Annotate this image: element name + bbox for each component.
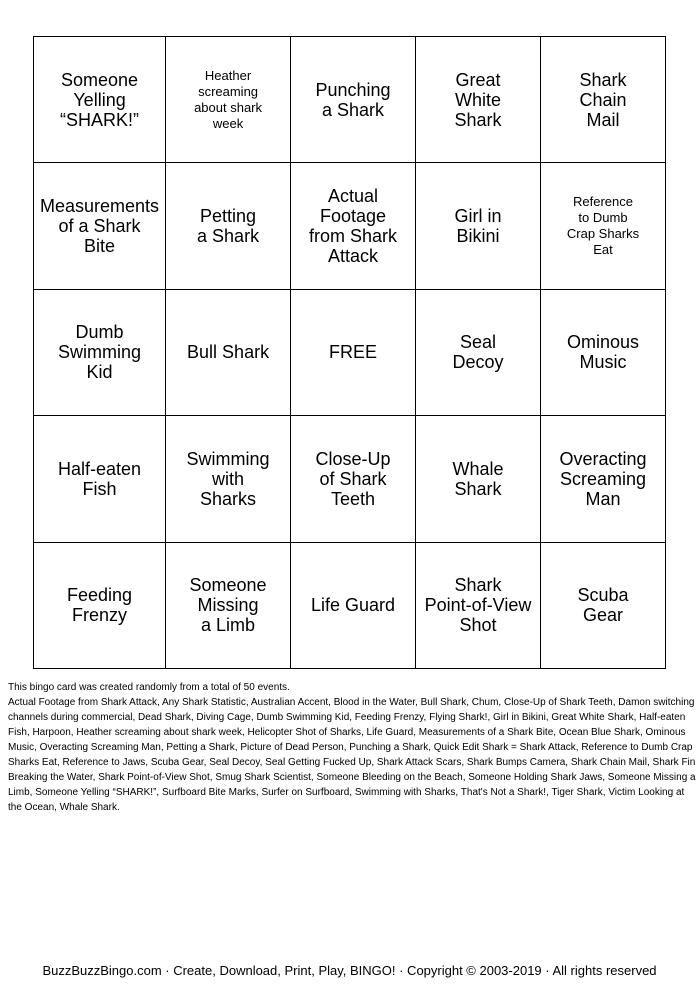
bingo-cell: Bull Shark [166,290,291,416]
bingo-cell: Someone Missing a Limb [166,543,291,669]
bingo-cell: FREE [291,290,416,416]
bingo-cell: Whale Shark [416,416,541,542]
bingo-cell: Punching a Shark [291,37,416,163]
bingo-cell: Dumb Swimming Kid [34,290,166,416]
bingo-cell: Life Guard [291,543,416,669]
bingo-cell: Overacting Screaming Man [541,416,666,542]
bingo-cell: Measurements of a Shark Bite [34,163,166,289]
bingo-cell: Seal Decoy [416,290,541,416]
bingo-cell: Shark Chain Mail [541,37,666,163]
events-list: Actual Footage from Shark Attack, Any Shark Statistic, Australian Accent, Blood in the Water, Bull Shark, Chum, Close-Up of Shark Teeth, Damon switching channels during commercial, Dead Shark, Diving Cage, Dumb Swimming Kid, Feeding Frenzy, Flying Shark!, Girl in Bikini, Great White Shark, Half-eaten Fish, Harpoon, Heather screaming about shark week, Helicopter Shot of Sharks, Life Guard, Measurements of a Shark Bite, Ocean Blue Shark, Ominous Music, Overacting Screaming Man, Petting a Shark, Picture of Dead Person, Punching a Shark, Quick Edit Shark = Shark Attack, Reference to Dumb Crap Sharks Eat, Reference to Jaws, Scuba Gear, Seal Decoy, Seal Getting Fucked Up, Shark Attack Scars, Shark Bumps Camera, Shark Chain Mail, Shark Fin Breaking the Water, Shark Point-of-View Shot, Smug Shark Scientist, Someone Bleeding on the Beach, Someone Holding Shark Jaws, Someone Missing a Limb, Someone Yelling “SHARK!”, Surfboard Bite Marks, Surfer on Surfboard, Swimming with Sharks, That's Not a Shark!, Tiger Shark, Victim Looking at the Ocean, Whale Shark. [8,697,696,813]
summary-text: This bingo card was created randomly from a total of 50 events. [8,682,290,693]
bingo-cell: Scuba Gear [541,543,666,669]
bingo-cell: Reference to Dumb Crap Sharks Eat [541,163,666,289]
bingo-cell: Girl in Bikini [416,163,541,289]
bingo-cell: Petting a Shark [166,163,291,289]
bingo-cell: Ominous Music [541,290,666,416]
footer: BuzzBuzzBingo.com · Create, Download, Print, Play, BINGO! · Copyright © 2003-2019 · All rights reserved [42,963,657,978]
bingo-cell: Great White Shark [416,37,541,163]
bingo-cell: Close-Up of Shark Teeth [291,416,416,542]
bingo-cell: Feeding Frenzy [34,543,166,669]
bingo-cell: Swimming with Sharks [166,416,291,542]
card-info [8,680,698,815]
bingo-cell: Half-eaten Fish [34,416,166,542]
bingo-cell: Shark Point-of-View Shot [416,543,541,669]
bingo-cell: Actual Footage from Shark Attack [291,163,416,289]
bingo-cell: Someone Yelling “SHARK!” [34,37,166,163]
bingo-grid [33,36,666,669]
bingo-cell: Heather screaming about shark week [166,37,291,163]
